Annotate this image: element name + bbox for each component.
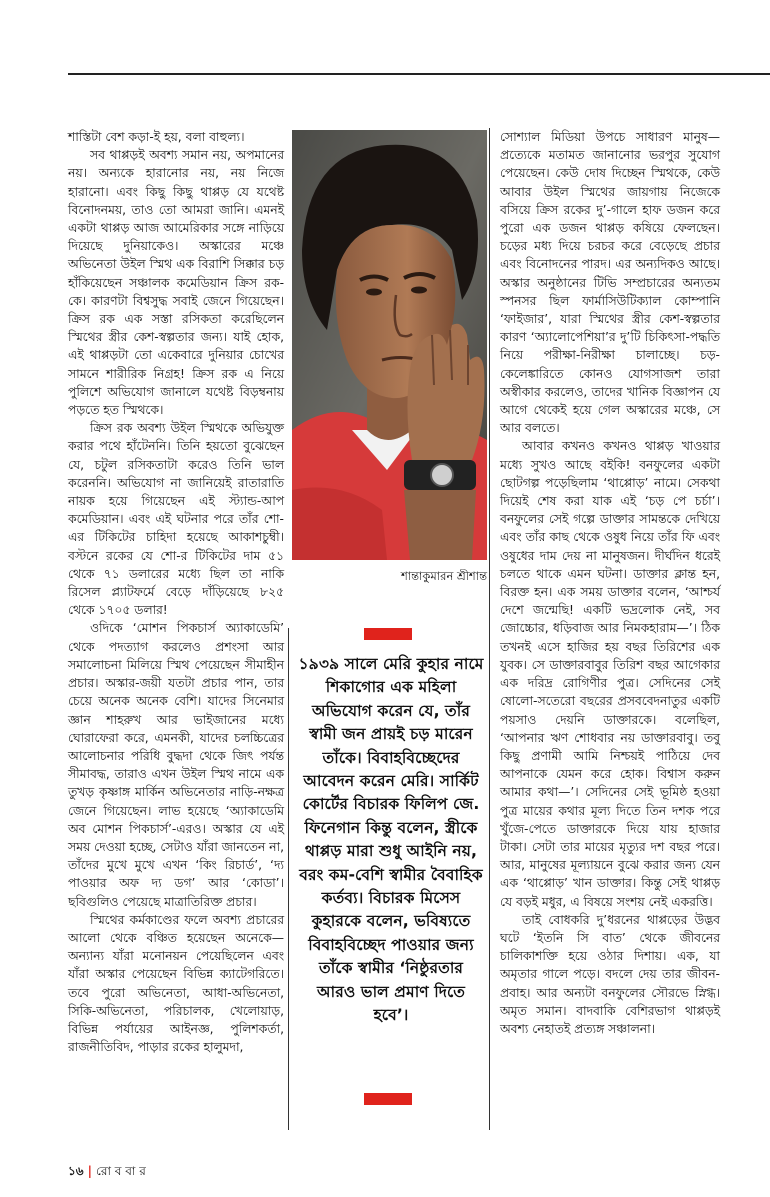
paragraph: তাই বোধকরি দু’ধরনের থাপ্পড়ের উদ্ভব ঘটে ‘ইতনি সি বাত’ থেকে জীবনের চালিকাশক্তি হয়ে ওঠার দিশায়। এক, যা অমৃতার গালে পড়ে। বদলে দেয় তার জীবন-প্রবাহ। আর অন্যটা বনফুলের সৌরভে স্নিগ্ধ। অমৃত সমান। বাদবাকি বেশিরভাগ থাপ্পড়ই অবশ্য নেহাতই প্রত্যঙ্গ সঞ্চালনা।	[500, 912, 720, 1036]
paragraph: সব থাপ্পড়ই অবশ্য সমান নয়, অপমানের নয়। অন্যকে হারানোর নয়, নয় নিজে হারানো। এবং কিছু কিছু থাপ্পড় যে যথেষ্ট বিনোদনময়, তাও তো আমরা জানি। এমনই একটা থাপ্পড় আজ আমেরিকার সঙ্গে নাড়িয়ে দিয়েছে দুনিয়াকেও। অস্কারের মঞ্চে অভিনেতা উইল স্মিথ এক বিরাশি সিক্কার চড় হাঁকিয়েছেন সঞ্চালক কমেডিয়ান ক্রিস রক-কে। কারণটা বিশ্বসুদ্ধ সবাই জেনে গিয়েছেন। ক্রিস রক এক সস্তা রসিকতা করেছিলেন স্মিথের স্ত্রীর কেশ-স্বল্পতার জন্য। যাই হোক, এই থাপ্পড়টা তো একেবারে দুনিয়ার চোখের সামনে শারীরিক নিগ্রহ! ক্রিস রক এ নিয়ে পুলিশে অভিযোগ জানালে যথেষ্ট বিড়ম্বনায় পড়তে হত স্মিথকে।	[68, 148, 284, 418]
cricketer-photo-illustration	[292, 130, 487, 560]
photo-caption: শান্তাকুমারন শ্রীশান্ত	[400, 569, 487, 583]
header-rule	[68, 73, 770, 75]
article-column-right	[500, 128, 720, 1038]
paragraph: শাস্তিটা বেশ কড়া-ই হয়, বলা বাহুল্য।	[68, 130, 245, 144]
paragraph: ক্রিস রক অবশ্য উইল স্মিথকে অভিযুক্ত করার পথে হাঁটেননি। তিনি হয়তো বুঝেছেন যে, চটুল রসিকতাটা করেও তিনি ভাল করেননি। অভিযোগ না জানিয়েই রাতারাতি নায়ক হয়ে গিয়েছেন এই স্ট্যান্ড-আপ কমেডিয়ান। এবং এই ঘটনার পরে তাঁর শো-এর টিকিটের চাহিদা হয়েছে আকাশচুম্বী। বস্টনে রকের যে শো-র টিকিটের দাম ৫১ থেকে ৭১ ডলারের মধ্যে ছিল তা নাকি রিসেল প্ল্যাটফর্মে বেড়ে দাঁড়িয়েছে ৮২৫ থেকে ১৭০৫ ডলার!	[68, 421, 284, 618]
paragraph: স্মিথের কর্মকাণ্ডের ফলে অবশ্য প্রচারের আলো থেকে বঞ্চিত হয়েছেন অনেকে— অন্যান্য যাঁরা মনোনয়ন পেয়েছিলেন এবং যাঁরা অস্কার পেয়েছেন বিভিন্ন ক্যাটেগরিতে। তবে পুরো অভিনেতা, আধা-অভিনেতা, সিকি-অভিনেতা, পরিচালক, খেলোয়াড়, বিভিন্ন পর্যায়ের আইনজ্ঞ, পুলিশকর্তা, রাজনীতিবিদ, পাড়ার রকের হালুমদা,	[68, 912, 284, 1055]
page-number: ১৬	[68, 1164, 84, 1178]
paragraph: ওদিকে ‘মোশন পিকচার্স অ্যাকাডেমি’ থেকে পদত্যাগ করলেও প্রশংসা আর সমালোচনা মিলিয়ে স্মিথ পেয়েছেন সীমাহীন প্রচার। অস্কার-জয়ী যতটা প্রচার পান, তার চেয়ে অনেক অনেক বেশি। যাদের সিনেমার জ্ঞান শাহরুখ আর ভাইজানের মধ্যে ঘোরাফেরা করে, এমনকী, যাদের চলচ্চিত্রের আলোচনার পরিধি বুদ্ধদা থেকে জিৎ পর্যন্ত সীমাবদ্ধ, তারাও এখন উইল স্মিথ নামে এক তুখড় কৃষ্ণাঙ্গ মার্কিন অভিনেতার নাড়ি-নক্ষত্র জেনে গিয়েছেন। লাভ হয়েছে ‘অ্যাকাডেমি অব মোশন পিকচার্স’-এরও। অস্কার যে এই সময় দেওয়া হচ্ছে, সেটাও যাঁরা জানতেন না, তাঁদের মুখে মুখে এখন ‘কিং রিচার্ড’, ‘দ্য পাওয়ার অফ দ্য ডগ’ আর ‘কোডা’। ছবিগুলিও পেয়েছে মাত্রাতিরিক্ত প্রচার।	[68, 621, 284, 909]
pull-quote-accent-bottom	[364, 1093, 412, 1105]
article-photo	[292, 130, 487, 560]
magazine-name: রো ব বা র	[95, 1164, 146, 1178]
pull-quote: ১৯৩৯ সালে মেরি কুহার নামে শিকাগোর এক মহিলা অভিযোগ করেন যে, তাঁর স্বামী জন প্রায়ই চড় মারেন তাঁকে। বিবাহবিচ্ছেদের আবেদন করেন মেরি। সার্কিট কোর্টের বিচারক ফিলিপ জে. ফিনেগান কিন্তু বলেন, স্ত্রীকে থাপ্পড় মারা শুধু আইনি নয়, বরং কম-বেশি স্বামীর বৈবাহিক কর্তব্য। বিচারক মিসেস কুহারকে বলেন, ভবিষ্যতে বিবাহবিচ্ছেদ পাওয়ার জন্য তাঁকে স্বামীর ‘নিষ্ঠুরতার আরও ভাল প্রমাণ দিতে হবে’।	[298, 654, 484, 1025]
footer-separator: |	[87, 1164, 92, 1178]
paragraph: সোশ্যাল মিডিয়া উপচে সাধারণ মানুষ— প্রত্যেকে মতামত জানানোর ভরপুর সুযোগ পেয়েছেন। কেউ দোষ দিচ্ছেন স্মিথকে, কেউ আবার উইল স্মিথের জায়গায় নিজেকে বসিয়ে ক্রিস রকের দু’-গালে হাফ ডজন করে পুরো এক ডজন থাপ্পড় কষিয়ে ফেলছেন। চড়ের মধ্য দিয়ে চরচর করে বেড়েছে প্রচার এবং বিনোদনের পারদ। এর অন্যদিকও আছে। অস্কার অনুষ্ঠানের টিভি সম্প্রচারের অন্যতম স্পনসর ছিল ফার্মাসিউটিক্যাল কোম্পানি ‘ফাইজার’, যারা স্মিথের স্ত্রীর কেশ-স্বল্পতার কারণ ‘অ্যালোপেশিয়া’র দু’টি চিকিৎসা-পদ্ধতি নিয়ে পরীক্ষা-নিরীক্ষা চালাচ্ছে। চড়-কেলেঙ্কারিতে কোনও যোগসাজশ তারা অস্বীকার করলেও, তাদের খানিক বিজ্ঞাপন যে আগে থেকেই হয়ে গেল অস্কারের মঞ্চে, সে আর বলতে।	[500, 130, 720, 436]
article-column-left	[68, 128, 284, 1056]
column-divider	[288, 628, 289, 1130]
paragraph: আবার কখনও কখনও থাপ্পড় খাওয়ার মধ্যে সুখও আছে বইকি! বনফুলের একটা ছোটগল্প পড়েছিলাম ‘থাপ্পোড়’ নামে। সেকথা দিয়েই শেষ করা যাক এই ‘চড় পে চর্চা’। বনফুলের সেই গল্পে ডাক্তার সামন্তকে দেখিয়ে এবং তাঁর কাছ থেকে ওষুধ নিয়ে তাঁর ফি এবং ওষুধের দাম দেয় না মানুষজন। দীর্ঘদিন ধরেই চলতে থাকে এমন ঘটনা। ডাক্তার ক্লান্ত হন, বিরক্ত হন। এক সময় ডাক্তার বলেন, ‘আশ্চর্য দেশে জন্মেছি! একটি ভদ্রলোক নেই, সব জোচ্চোর, ধড়িবাজ আর নিমকহারাম—’। ঠিক তখনই এসে হাজির হয় বছর তিরিশের এক যুবক। সে ডাক্তারবাবুর তিরিশ বছর আগেকার এক দরিদ্র রোগিণীর পুত্র। সেদিনের সেই ষোলো-সতেরো বছরের প্রসববেদনাতুর একটি পয়সাও দেয়নি ডাক্তারকে। বলেছিল, ‘আপনার ঋণ শোধবার নয় ডাক্তারবাবু। তবু কিছু প্রণামী আমি নিশ্চয়ই পাঠিয়ে দেব আপনাকে যেমন করে হোক। বিশ্বাস করুন আমার কথা—’। সেদিনের সেই ভূমিষ্ঠ হওয়া পুত্র মায়ের কথার মূল্য দিতে তিন দশক পরে খুঁজে-পেতে ডাক্তারকে দিয়ে যায় হাজার টাকা। সেটা তার মায়ের মৃত্যুর দশ বছর পরে। আর, মানুষের মূল্যায়নে বুঝে করার জন্য যেন এক ‘থাপ্পোড়’ খান ডাক্তার। কিন্তু সেই থাপ্পড় যে বড়ই মধুর, এ বিষয়ে সংশয় নেই একরত্তি।	[500, 439, 720, 909]
column-divider	[489, 128, 490, 1130]
page-footer	[68, 1163, 146, 1183]
pull-quote-accent-top	[364, 628, 412, 640]
